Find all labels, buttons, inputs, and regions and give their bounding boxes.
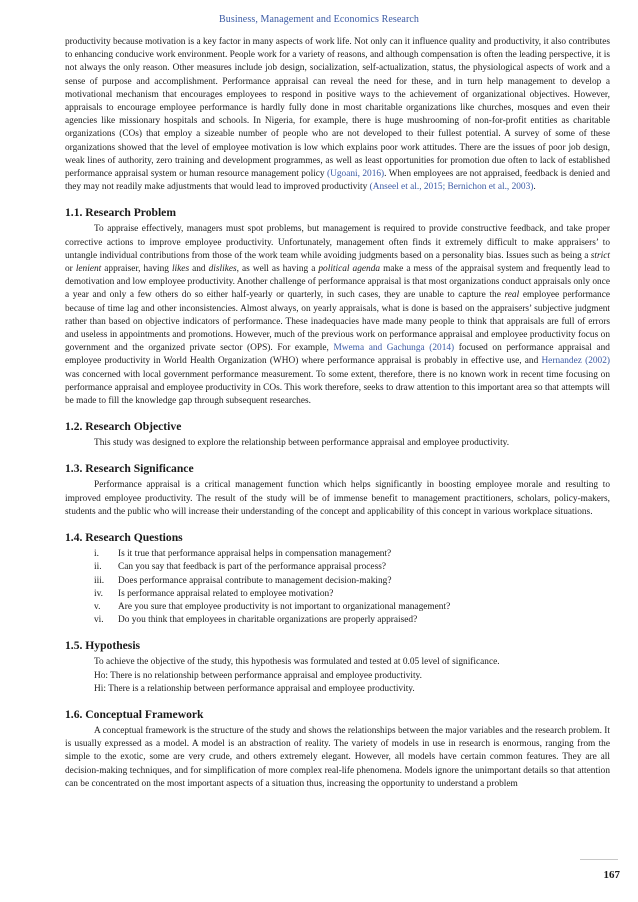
paragraph-text: or — [65, 264, 76, 275]
research-significance-paragraph: Performance appraisal is a critical management function which helps significantly in boosting employee morale and resulting to improved employee productivity. The result of the study will be of immense benefit to management practitioners, scholars, policy-makers, students and the public who will increase their understanding of the concept and applicability of this concept in various workplace situations. — [65, 480, 610, 517]
research-questions-list — [65, 548, 610, 627]
paragraph-text: make a mess of the appraisal system and frequently lead to demotivation and low employee productivity. Another challenge of performance appraisal is that most organizations conduct appraisals only once a year and only a few others do so either half-yearly or quarterly, in such cases, they are unable to capture the — [65, 264, 610, 301]
research-problem-paragraph — [65, 223, 610, 408]
list-text: Are you sure that employee productivity is not important to organizational management? — [118, 601, 451, 612]
paragraph-text: To appraise effectively, managers must spot problems, but management is required to provide constructive feedback, and take proper corrective actions to improve employee productivity. Unfortunately, management often finds it extremely difficult to make appraisers’ to untangle individual contributions from those of the work team while avoiding judgments based on a personality bias. Issues such as being a — [65, 224, 610, 261]
paragraph-text: was concerned with local government performance measurement. To some extent, therefore, there is no known work in recent time focusing on performance appraisal and employee productivity in COs. This work therefore, seeks to draw attention to this important area so that attempts will be made to fill the knowledge gap through subsequent researches. — [65, 369, 610, 407]
section-heading-research-problem: 1.1. Research Problem — [65, 206, 176, 220]
paragraph-text: appraiser, having — [101, 264, 172, 275]
alternative-hypothesis: Hi: There is a relationship between performance appraisal and employee productivity. — [94, 683, 415, 694]
list-text: Can you say that feedback is part of the performance appraisal process? — [118, 562, 387, 573]
list-number: vi. — [94, 615, 104, 626]
citation-link[interactable]: (Anseel et al., 2015; Bernichon et al., 2003) — [369, 182, 534, 193]
emphasis-text: strict — [590, 250, 610, 261]
emphasis-text: real — [504, 290, 520, 301]
list-number: iv. — [94, 588, 103, 599]
footer-divider — [580, 859, 618, 860]
list-item — [94, 588, 610, 601]
list-text: Is it true that performance appraisal helps in compensation management? — [118, 549, 392, 560]
list-item — [94, 561, 610, 574]
paragraph-text: employee performance because of time lag and other inconsistencies. Almost always, on yearly appraisals, what is done is based on the appraisers’ subjective judgment rather than based on objective indicators of performance. These inadequacies have made many people to think that appraisals are full of errors and useless in appointments and promotions. However, much of the previous work on performance appraisal and employee productivity focus on government and the organized private sector (OPS). For example, — [65, 290, 611, 354]
emphasis-text: lenient — [75, 264, 102, 275]
hypothesis-intro: To achieve the objective of the study, this hypothesis was formulated and tested at 0.05 level of significance. — [94, 657, 500, 668]
list-number: ii. — [94, 562, 102, 573]
research-objective-paragraph: This study was designed to explore the relationship between performance appraisal and employee productivity. — [94, 438, 510, 449]
page-number: 167 — [603, 869, 620, 881]
null-hypothesis: Ho: There is no relationship between performance appraisal and employee productivity. — [94, 670, 422, 681]
section-heading-conceptual-framework: 1.6. Conceptual Framework — [65, 707, 204, 721]
citation-link[interactable]: Mwema and Gachunga (2014) — [333, 343, 455, 354]
section-heading-research-significance: 1.3. Research Significance — [65, 462, 194, 476]
list-item — [94, 575, 610, 588]
page-content — [65, 36, 610, 791]
section-heading-research-questions: 1.4. Research Questions — [65, 531, 183, 545]
section-heading-hypothesis: 1.5. Hypothesis — [65, 639, 141, 653]
list-text: Do you think that employees in charitable organizations are properly appraised? — [118, 615, 418, 626]
list-item — [94, 601, 610, 614]
paragraph-text: and — [189, 264, 209, 275]
citation-link[interactable]: (Ugoani, 2016) — [327, 169, 385, 180]
list-number: iii. — [94, 575, 105, 586]
intro-text: . When employees are not appraised, feedback is denied and they may not readily make adjustments that would lead to improved productivity — [65, 169, 610, 193]
intro-paragraph — [65, 36, 610, 194]
journal-header: Business, Management and Economics Research — [218, 14, 420, 25]
paragraph-text: focused on performance appraisal and employee productivity in World Health Organization (WHO) where performance appraisal is probably in effective use, and — [65, 343, 610, 367]
list-item — [94, 548, 610, 561]
list-text: Is performance appraisal related to employee motivation? — [118, 588, 334, 599]
intro-text: productivity because motivation is a key factor in many aspects of work life. Not only can it influence quality and productivity, it also contributes to enhancing conducive work environment. People work for a variety of reasons, and although compensation is often the leading perspective, it is not always the only reason. Other measures include job design, socialization, self-actualization, status, the physiological aspects of work and a sense of purpose and accomplishment. Performance appraisal can reveal the need for these, and in turn help management to develop a motivational mechanism that encourages employees to respond in positive ways to the achievement of organizational objectives. However, appraisals to encourage employee performance is hardly fully done in most charitable organizations like churches, mosques and even their agencies like missionary hospitals and schools. In Nigeria, for example, there is huge mushrooming of non-for-profit entities as charitable organizations (COs) that employ a sizeable number of people who are not developed to their fullest potential. A survey of some of these organizations showed that the level of employee motivation is low which explains poor work attitudes. There are the issues of poor job design, weak lines of authority, zero training and development programmes, as well as least opportunities for promotion due often to lack of established performance appraisal system or human resource management policy — [65, 37, 610, 180]
emphasis-text: dislikes — [208, 264, 237, 275]
list-number: i. — [94, 549, 99, 560]
list-text: Does performance appraisal contribute to management decision-making? — [118, 575, 392, 586]
paragraph-text: , as well as having a — [236, 264, 319, 275]
citation-link[interactable]: Hernandez (2002) — [541, 356, 610, 367]
conceptual-framework-paragraph: A conceptual framework is the structure of the study and shows the relationships between the major variables and the research problem. It is usually expressed as a model. A model is an abstraction of reality. The variety of models in use in research is enormous, ranging from the simple to the exotic, some are very crude, and others extremely elegant. However, all models have certain common features. They are all decision-making techniques, and for simplification of more complex real-life phenomena. Models ignore the unimportant details so that attention can be concentrated on the most important aspects of a situation thus, increasing the opportunity to understand a problem — [65, 725, 610, 789]
intro-text: . — [533, 182, 536, 193]
list-item — [94, 614, 610, 627]
emphasis-text: political agenda — [318, 264, 381, 275]
list-number: v. — [94, 601, 101, 612]
emphasis-text: likes — [171, 264, 190, 275]
section-heading-research-objective: 1.2. Research Objective — [65, 420, 182, 434]
